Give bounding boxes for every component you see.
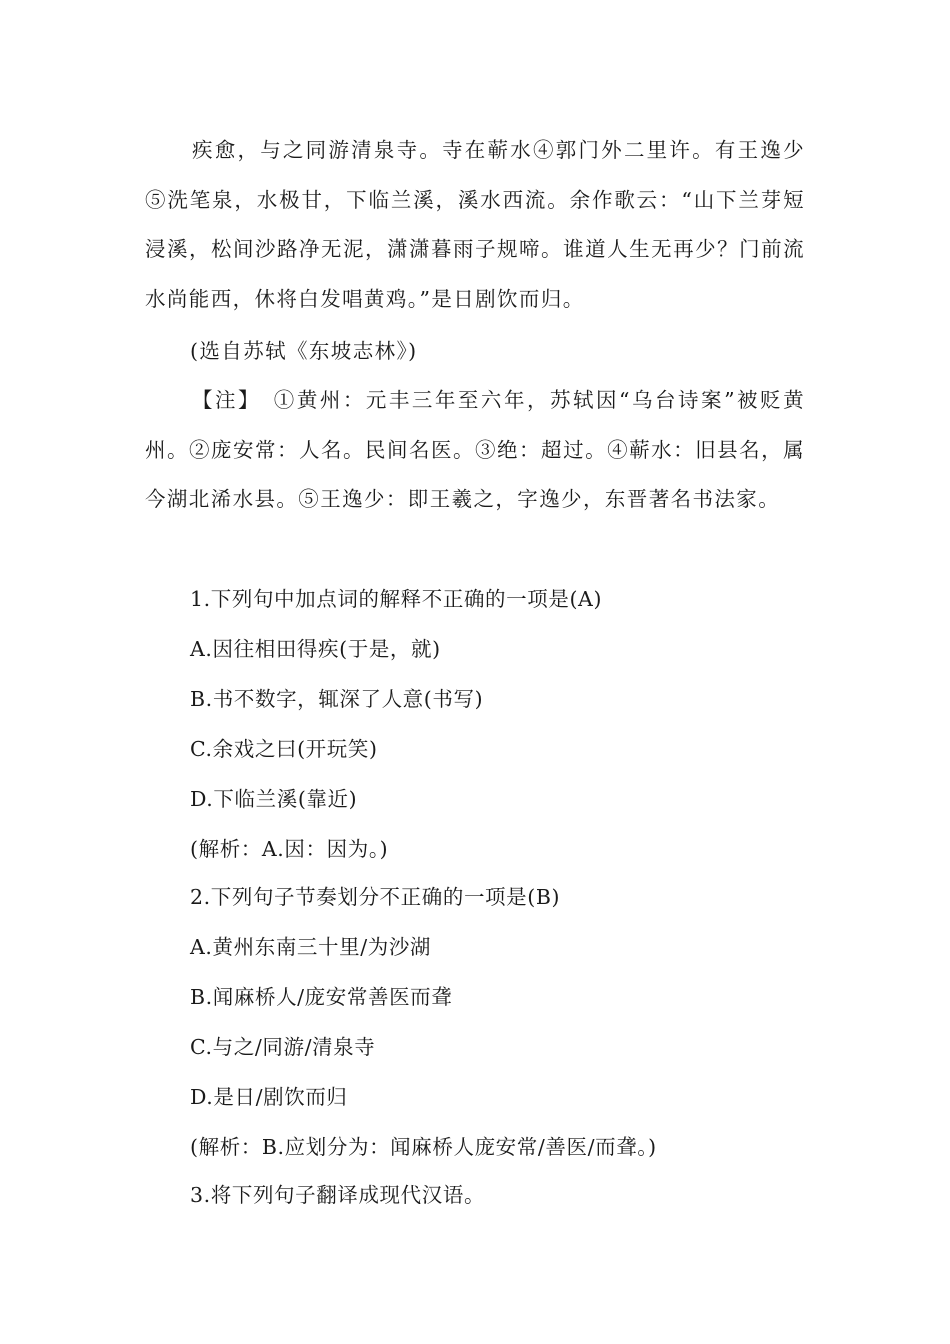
question-2-stem: 2.下列句子节奏划分不正确的一项是(B) bbox=[190, 885, 561, 909]
notes-paragraph: 【注】 ①黄州：元丰三年至六年，苏轼因“乌台诗案”被贬黄州。②庞安常：人名。民间名医。③绝：超过。④蕲水：旧县名，属今湖北浠水县。⑤王逸少：即王羲之，字逸少，东晋著名书法家。 bbox=[145, 388, 805, 511]
question-2-option-a: A.黄州东南三十里/为沙湖 bbox=[190, 935, 432, 959]
question-1-option-d: D.下临兰溪(靠近) bbox=[190, 787, 358, 811]
passage-paragraph: 疾愈，与之同游清泉寺。寺在蕲水④郭门外二里许。有王逸少⑤洗笔泉，水极甘，下临兰溪，溪水西流。余作歌云：“山下兰芽短浸溪，松间沙路净无泥，潇潇暮雨子规啼。谁道人生无再少？门前流水尚能西，休将白发唱黄鸡。”是日剧饮而归。 bbox=[145, 138, 805, 311]
question-3-stem: 3.将下列句子翻译成现代汉语。 bbox=[190, 1183, 486, 1207]
question-2-option-c: C.与之/同游/清泉寺 bbox=[190, 1035, 376, 1059]
question-2-option-d: D.是日/剧饮而归 bbox=[190, 1085, 348, 1109]
source-citation: (选自苏轼《东坡志林》) bbox=[190, 339, 418, 363]
question-1-option-a: A.因往相田得疾(于是，就) bbox=[190, 637, 441, 661]
question-1-option-b: B.书不数字，辄深了人意(书写) bbox=[190, 687, 484, 711]
question-2-analysis: (解析：B.应划分为：闻麻桥人庞安常/善医/而聋。) bbox=[190, 1135, 657, 1159]
question-1-analysis: (解析：A.因：因为。) bbox=[190, 837, 389, 861]
question-1-stem: 1.下列句中加点词的解释不正确的一项是(A) bbox=[190, 587, 603, 611]
question-1-option-c: C.余戏之曰(开玩笑) bbox=[190, 737, 378, 761]
question-2-option-b: B.闻麻桥人/庞安常善医而聋 bbox=[190, 985, 453, 1009]
